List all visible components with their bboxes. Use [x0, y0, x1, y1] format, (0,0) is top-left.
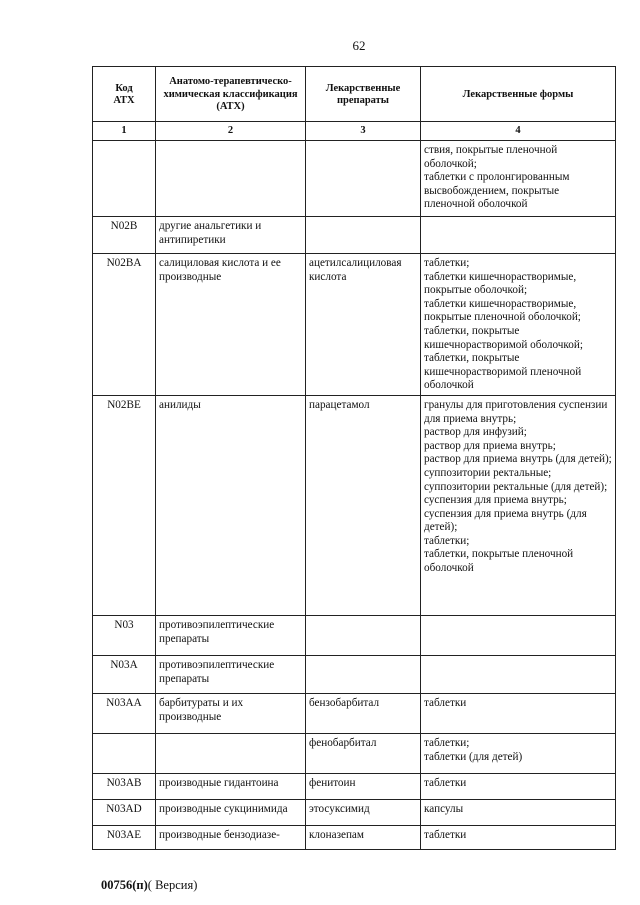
dosage-forms-cell: гранулы для приготовления суспензии для приема внутрь; раствор для инфузий; раствор для приема внутрь; раствор для приема внутрь (для детей); суппозитории ректальные; суппозитории ректальные (для детей); суспензия для приема внутрь; суспензия для приема внутрь (для детей); таблетки; таблетки, покрытые пленочной оболочкой — [421, 395, 616, 615]
drug-cell — [306, 655, 421, 693]
table-row — [93, 773, 616, 799]
atx-code-cell: N03AB — [93, 773, 156, 799]
classification-cell: противоэпилептические препараты — [156, 655, 306, 693]
classification-cell: производные сукцинимида — [156, 799, 306, 825]
column-number: 1 — [93, 122, 156, 141]
classification-cell: другие анальгетики и антипиретики — [156, 217, 306, 254]
document-footer — [101, 878, 197, 893]
classification-cell: салициловая кислота и ее производные — [156, 254, 306, 396]
dosage-forms-cell: таблетки — [421, 693, 616, 733]
column-number: 3 — [306, 122, 421, 141]
header-atx-classification: Анатомо-терапевтическо-химическая классификация (АТХ) — [156, 67, 306, 122]
dosage-forms-cell: таблетки; таблетки (для детей) — [421, 733, 616, 773]
header-drugs: Лекарственные препараты — [306, 67, 421, 122]
table-row — [93, 395, 616, 615]
table-row — [93, 254, 616, 396]
table-row — [93, 733, 616, 773]
column-number-row — [93, 122, 616, 141]
atx-code-cell: N03AE — [93, 825, 156, 849]
column-number: 2 — [156, 122, 306, 141]
drug-cell: ацетилсалициловая кислота — [306, 254, 421, 396]
table-row — [93, 615, 616, 655]
classification-cell — [156, 141, 306, 217]
header-dosage-forms: Лекарственные формы — [421, 67, 616, 122]
classification-cell: анилиды — [156, 395, 306, 615]
dosage-forms-cell: капсулы — [421, 799, 616, 825]
dosage-forms-cell — [421, 217, 616, 254]
drug-cell — [306, 141, 421, 217]
classification-cell: противоэпилептические препараты — [156, 615, 306, 655]
classification-cell — [156, 733, 306, 773]
header-atx-code: Код АТХ — [93, 67, 156, 122]
page-number: 62 — [352, 38, 366, 53]
table-row — [93, 799, 616, 825]
drug-cell: клоназепам — [306, 825, 421, 849]
table-row — [93, 217, 616, 254]
drug-cell: парацетамол — [306, 395, 421, 615]
atx-code-cell — [93, 141, 156, 217]
document-version: ( Версия) — [147, 878, 198, 892]
drug-cell: бензобарбитал — [306, 693, 421, 733]
atx-code-cell: N03 — [93, 615, 156, 655]
dosage-forms-cell: ствия, покрытые пленочной оболочкой; таблетки с пролонгированным высвобождением, покрытые пленочной оболочкой — [421, 141, 616, 217]
drug-cell: этосуксимид — [306, 799, 421, 825]
table-row — [93, 655, 616, 693]
column-number: 4 — [421, 122, 616, 141]
drug-cell — [306, 217, 421, 254]
dosage-forms-cell: таблетки; таблетки кишечнорастворимые, покрытые оболочкой; таблетки кишечнорастворимые, покрытые пленочной оболочкой; таблетки, покрытые кишечнорастворимой оболочкой; таблетки, покрытые кишечнорастворимой пленочной оболочкой — [421, 254, 616, 396]
drug-cell: фенобарбитал — [306, 733, 421, 773]
atx-code-cell: N02BE — [93, 395, 156, 615]
classification-cell: производные бензодиазе- — [156, 825, 306, 849]
table-row — [93, 825, 616, 849]
atx-code-cell: N03AA — [93, 693, 156, 733]
atx-code-cell: N02B — [93, 217, 156, 254]
dosage-forms-cell: таблетки — [421, 825, 616, 849]
dosage-forms-cell — [421, 655, 616, 693]
document-id: 00756(п) — [101, 878, 148, 892]
table-header-row — [93, 67, 616, 122]
atx-code-cell: N03A — [93, 655, 156, 693]
atx-code-cell: N02BA — [93, 254, 156, 396]
classification-cell: барбитураты и их производные — [156, 693, 306, 733]
atx-table — [92, 66, 616, 850]
atx-code-cell — [93, 733, 156, 773]
dosage-forms-cell — [421, 615, 616, 655]
atx-code-cell: N03AD — [93, 799, 156, 825]
classification-cell: производные гидантоина — [156, 773, 306, 799]
drug-cell — [306, 615, 421, 655]
table-row — [93, 693, 616, 733]
table-row — [93, 141, 616, 217]
dosage-forms-cell: таблетки — [421, 773, 616, 799]
drug-cell: фенитоин — [306, 773, 421, 799]
